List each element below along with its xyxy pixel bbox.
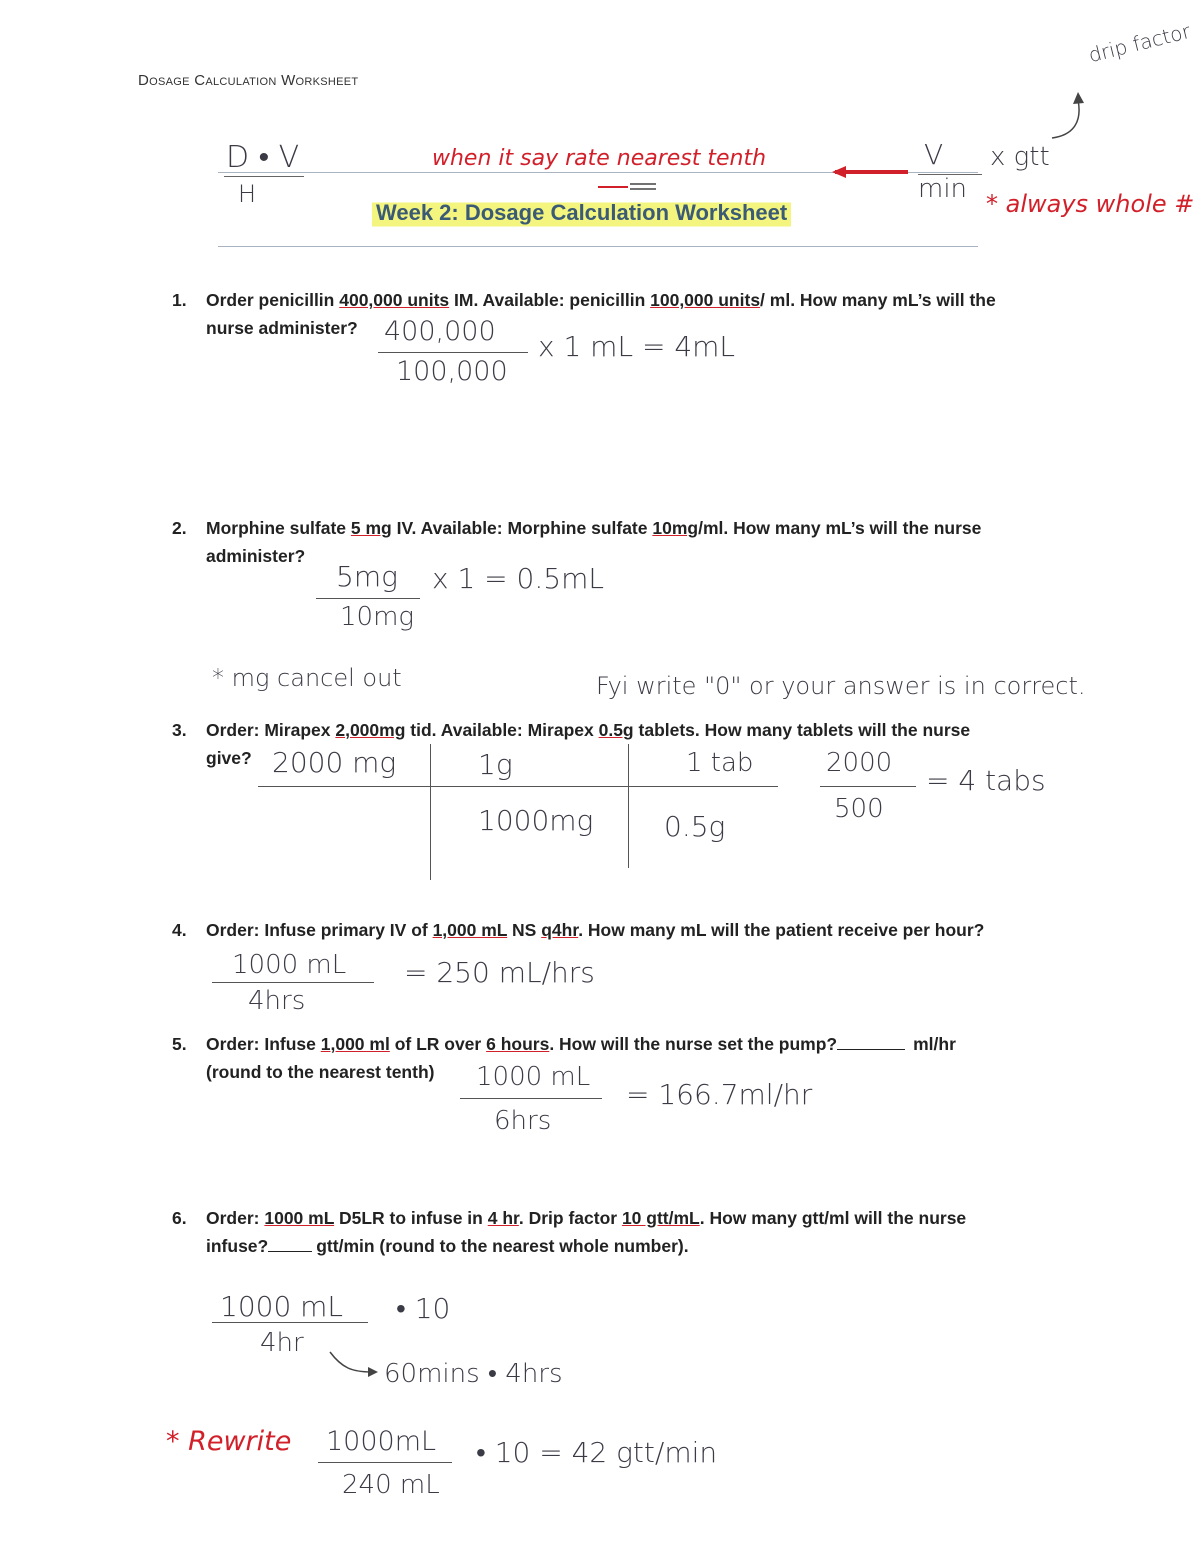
question-underlined: 10 gtt/mL (621, 1208, 700, 1228)
fyi-note: Fyi write "0" or your answer is in correct. (596, 672, 1086, 700)
q3-tab-denominator: 0.5g (664, 810, 726, 843)
question-text: /ml. How many mL’s will the nurse (698, 518, 982, 538)
question-text: D5LR to infuse in (334, 1208, 488, 1228)
question-text: Order penicillin (206, 290, 340, 310)
q3-reduced-numerator: 2000 (826, 748, 893, 778)
question-underlined: 2,000mg (335, 720, 406, 740)
question-number: 6. (172, 1208, 187, 1228)
question-underlined: 400,000 units (339, 290, 450, 310)
question-text: Order: (206, 1208, 265, 1228)
q4-work-result: = 250 mL/hrs (404, 956, 595, 989)
q2-work-result: x 1 = 0.5mL (432, 562, 604, 595)
q3-work-result: = 4 tabs (926, 764, 1046, 797)
q6-work-times: • 10 (396, 1292, 451, 1325)
question-underlined: 4 hr (487, 1208, 519, 1228)
question-text: IV. Available: Morphine sulfate (391, 518, 653, 538)
question-number: 2. (172, 518, 187, 538)
question-text: tid. Available: Mirapex (405, 720, 599, 740)
q3-conv-denominator: 1000mg (478, 804, 594, 837)
question-number: 3. (172, 720, 187, 740)
question-text: . How many mL will the patient receive per hour? (578, 920, 985, 940)
q1-work-denominator: 100,000 (396, 356, 508, 387)
question-underlined: 1000 mL (264, 1208, 335, 1228)
question-number: 1. (172, 290, 187, 310)
q6-work-numerator: 1000 mL (220, 1290, 344, 1323)
question-text: Order: Mirapex (206, 720, 336, 740)
question-number: 4. (172, 920, 187, 940)
q3-reduced-denominator: 500 (834, 794, 884, 824)
question-underlined: 100,000 units (650, 290, 761, 310)
question-text: . How many gtt/ml will the nurse (699, 1208, 967, 1228)
drip-factor-note: drip factor (1086, 18, 1193, 68)
page-title: Week 2: Dosage Calculation Worksheet (372, 198, 791, 228)
question-text: infuse? (206, 1236, 269, 1256)
question-text: NS (507, 920, 542, 940)
rewrite-label: * Rewrite (166, 1426, 292, 1457)
q4-work-denominator: 4hrs (248, 986, 306, 1016)
q2-work-numerator: 5mg (336, 560, 398, 593)
question-underlined: 10mg (652, 518, 699, 538)
question-text: . How will the nurse set the pump? (549, 1034, 838, 1054)
question-text: administer? (206, 546, 306, 566)
q3-work-given: 2000 mg (272, 746, 397, 779)
drip-formula-numerator: V (924, 138, 944, 171)
q5-work-result: = 166.7ml/hr (626, 1078, 813, 1111)
q3-conv-numerator: 1g (478, 748, 513, 781)
q1-work-numerator: 400,000 (384, 316, 496, 347)
q4-work-numerator: 1000 mL (232, 950, 347, 980)
question-text: (round to the nearest tenth) (206, 1062, 435, 1082)
question-text: give? (206, 748, 252, 768)
question-text: tablets. How many tablets will the nurse (633, 720, 971, 740)
question-underlined: 1,000 mL (432, 920, 508, 940)
q2-note: * mg cancel out (212, 664, 402, 692)
question-underlined: 1,000 ml (320, 1034, 390, 1054)
formula-numerator: D • V (226, 140, 300, 175)
question-unit: ml/hr (913, 1034, 956, 1054)
question-underlined: 0.5g (598, 720, 634, 740)
q6-work-denominator: 4hr (260, 1328, 304, 1358)
formula-denominator: H (238, 180, 257, 208)
q5-work-denominator: 6hrs (494, 1106, 552, 1136)
drip-formula-gtt: x gtt (990, 142, 1050, 172)
always-whole-note: * always whole # (986, 190, 1195, 218)
question-underlined: 5 mg (350, 518, 392, 538)
q6-work-note: 60mins • 4hrs (384, 1359, 563, 1389)
question-text: Order: Infuse (206, 1034, 321, 1054)
q6-work-result: • 10 = 42 gtt/min (476, 1436, 718, 1469)
question-text: of LR over (389, 1034, 487, 1054)
question-text: nurse administer? (206, 318, 358, 338)
document-header-label: Dosage Calculation Worksheet (138, 72, 359, 89)
drip-formula-denominator: min (918, 174, 968, 204)
question-number: 5. (172, 1034, 187, 1054)
q6-rewrite-numerator: 1000mL (326, 1426, 437, 1457)
question-text: / ml. How many mL’s will the (760, 290, 996, 310)
q5-work-numerator: 1000 mL (476, 1062, 591, 1092)
question-text: IM. Available: penicillin (449, 290, 651, 310)
q1-work-result: x 1 mL = 4mL (538, 330, 736, 363)
rate-note: when it say rate nearest tenth (432, 146, 767, 171)
q6-rewrite-denominator: 240 mL (342, 1470, 440, 1500)
question-text: Order: Infuse primary IV of (206, 920, 433, 940)
question-text: gtt/min (round to the nearest whole number). (316, 1236, 689, 1256)
question-underlined: 6 hours (486, 1034, 550, 1054)
question-underlined: q4hr (541, 920, 579, 940)
question-text: Morphine sulfate (206, 518, 351, 538)
q2-work-denominator: 10mg (340, 602, 415, 632)
q6-rewrite-line (318, 1462, 452, 1463)
q3-tab-numerator: 1 tab (686, 748, 754, 778)
question-text: . Drip factor (518, 1208, 622, 1228)
